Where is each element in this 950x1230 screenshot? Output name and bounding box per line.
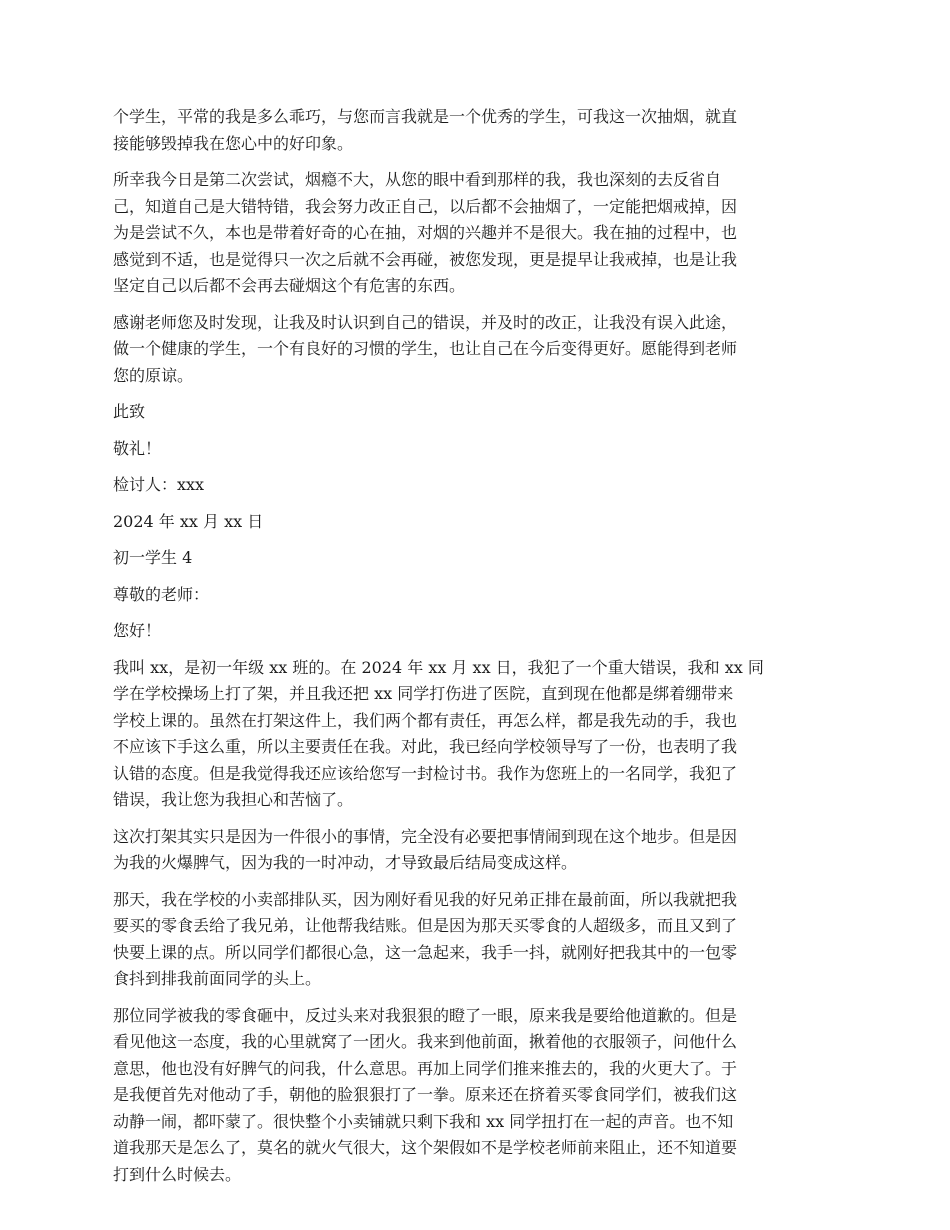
paragraph-smoking-reflection: 所幸我今日是第二次尝试，烟瘾不大，从您的眼中看到那样的我，我也深刻的去反省自 己，知道自己是大错特错，我会努力改正自己，以后都不会抽烟了，一定能把烟戒掉，因 为是尝试不久，本也是带着好奇的心在抽，对烟的兴趣并不是很大。我在抽的过程中，也 感觉到不适，也是觉得只一次之后就不会再碰，被您发现，更是提早让我戒掉，也是让我 坚定自己以后都不会再去碰烟这个有危害的东西。 — [113, 170, 738, 295]
signature-author: 检讨人：xxx — [113, 475, 205, 494]
signature-date: 2024 年 xx 月 xx 日 — [113, 511, 264, 531]
document-page — [113, 104, 843, 1198]
paragraph-fight-cause: 这次打架其实只是因为一件很小的事情，完全没有必要把事情闹到现在这个地步。但是因 为我的火爆脾气，因为我的一时冲动，才导致最后结局变成这样。 — [113, 826, 738, 872]
paragraph-fight-details: 那位同学被我的零食砸中，反过头来对我狠狠的瞪了一眼，原来我是要给他道歉的。但是 看见他这一态度，我的心里就窝了一团火。我来到他前面，揪着他的衣服领子，问他什么 意思，他也没有好脾气的问我，什么意思。再加上同学们推来推去的，我的火更大了。于 是我便首先对他动了手，朝他的脸狠狠打了一拳。原来还在挤着买零食同学们，被我们这 动静一闹，都吓蒙了。很快整个小卖铺就只剩下我和 xx 同学扭打在一起的声音。也不知 道我那天是怎么了，莫名的就火气很大，这个架假如不是学校老师前来阻止，还不知道要 打到什么时候去。 — [113, 1005, 738, 1184]
paragraph-thanks-teacher: 感谢老师您及时发现，让我及时认识到自己的错误，并及时的改正，让我没有误入此途， 做一个健康的学生，一个有良好的习惯的学生，也让自己在今后变得更好。愿能得到老师 您的原谅。 — [113, 312, 738, 385]
greeting-hello: 您好！ — [113, 621, 162, 640]
closing-salutation: 此致 — [113, 402, 146, 421]
paragraph-snack-queue: 那天，我在学校的小卖部排队买，因为刚好看见我的好兄弟正排在最前面，所以我就把我 要买的零食丢给了我兄弟，让他帮我结账。但是因为那天买零食的人超级多，而且又到了 快要上课的点。所以同学们都很心急，这一急起来，我手一抖，就刚好把我其中的一包零 食抖到排我前面同学的头上。 — [113, 889, 738, 988]
paragraph-smoking-impression: 个学生，平常的我是多么乖巧，与您而言我就是一个优秀的学生，可我这一次抽烟，就直 接能够毁掉我在您心中的好印象。 — [113, 107, 738, 153]
closing-respect: 敬礼！ — [113, 438, 162, 458]
greeting-addressee: 尊敬的老师： — [113, 584, 210, 604]
paragraph-fight-intro: 我叫 xx，是初一年级 xx 班的。在 2024 年 xx 月 xx 日，我犯了一个重大错误，我和 xx 同 学在学校操场上打了架，并且我还把 xx 同学打伤进了医院，直到现在他都是绑着绷带来 学校上课的。虽然在打架这件上，我们两个都有责任，再怎么样，都是我先动的手，我也 不应该下手这么重，所以主要责任在我。对此，我已经向学校领导写了一份，也表明了我 认错的态度。但是我觉得我还应该给您写一封检讨书。我作为您班上的一名同学，我犯了 错误，我让您为我担心和苦恼了。 — [113, 657, 764, 809]
section-title: 初一学生 4 — [113, 548, 193, 567]
